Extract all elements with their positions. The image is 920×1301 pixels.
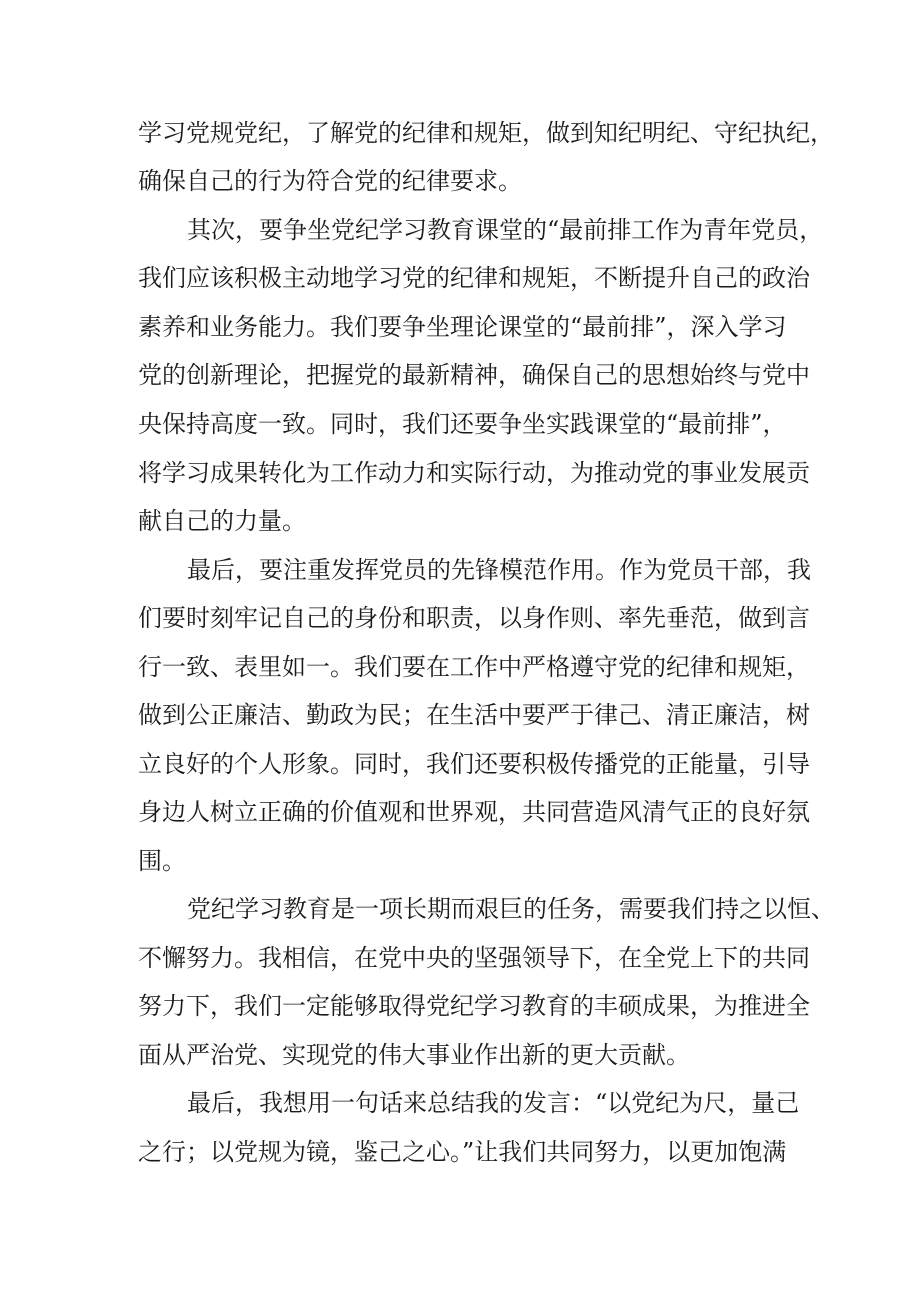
text-line: 最后，要注重发挥党员的先锋模范作用。作为党员干部，我: [187, 556, 811, 584]
text-line: 献自己的力量。: [138, 507, 306, 535]
text-line: 其次，要争坐党纪学习教育课堂的“最前排工作为青年党员，: [187, 216, 824, 244]
text-line: 身边人树立正确的价值观和世界观，共同营造风清气正的良好氛: [138, 798, 810, 826]
text-line: 之行；以党规为镜，鉴己之心。”让我们共同努力，以更加饱满: [138, 1138, 787, 1166]
text-line: 们要时刻牢记自己的身份和职责，以身作则、率先垂范，做到言: [138, 604, 810, 632]
text-line: 围。: [138, 847, 186, 875]
text-line: 素养和业务能力。我们要争坐理论课堂的“最前排”，深入学习: [138, 313, 787, 341]
text-line: 立良好的个人形象。同时，我们还要积极传播党的正能量，引导: [138, 750, 810, 778]
text-line: 做到公正廉洁、勤政为民；在生活中要严于律己、清正廉洁，树: [138, 701, 810, 729]
text-line: 我们应该积极主动地学习党的纪律和规矩，不断提升自己的政治: [138, 264, 810, 292]
text-line: 将学习成果转化为工作动力和实际行动，为推动党的事业发展贡: [138, 459, 810, 487]
text-line: 党的创新理论，把握党的最新精神，确保自己的思想始终与党中: [138, 361, 810, 389]
text-line: 学习党规党纪，了解党的纪律和规矩，做到知纪明纪、守纪执纪，: [138, 119, 834, 147]
text-line: 努力下，我们一定能够取得党纪学习教育的丰硕成果，为推进全: [138, 992, 810, 1020]
text-line: 党纪学习教育是一项长期而艰巨的任务，需要我们持之以恒、: [187, 895, 835, 923]
text-line: 确保自己的行为符合党的纪律要求。: [138, 167, 522, 195]
text-line: 面从严治党、实现党的伟大事业作出新的更大贡献。: [138, 1041, 690, 1069]
text-line: 央保持高度一致。同时，我们还要争坐实践课堂的“最前排”，: [138, 410, 787, 438]
text-line: 不懈努力。我相信，在党中央的坚强领导下，在全党上下的共同: [138, 944, 810, 972]
text-line: 行一致、表里如一。我们要在工作中严格遵守党的纪律和规矩，: [138, 653, 810, 681]
text-line: 最后，我想用一句话来总结我的发言：“以党纪为尺，量己: [187, 1089, 800, 1117]
